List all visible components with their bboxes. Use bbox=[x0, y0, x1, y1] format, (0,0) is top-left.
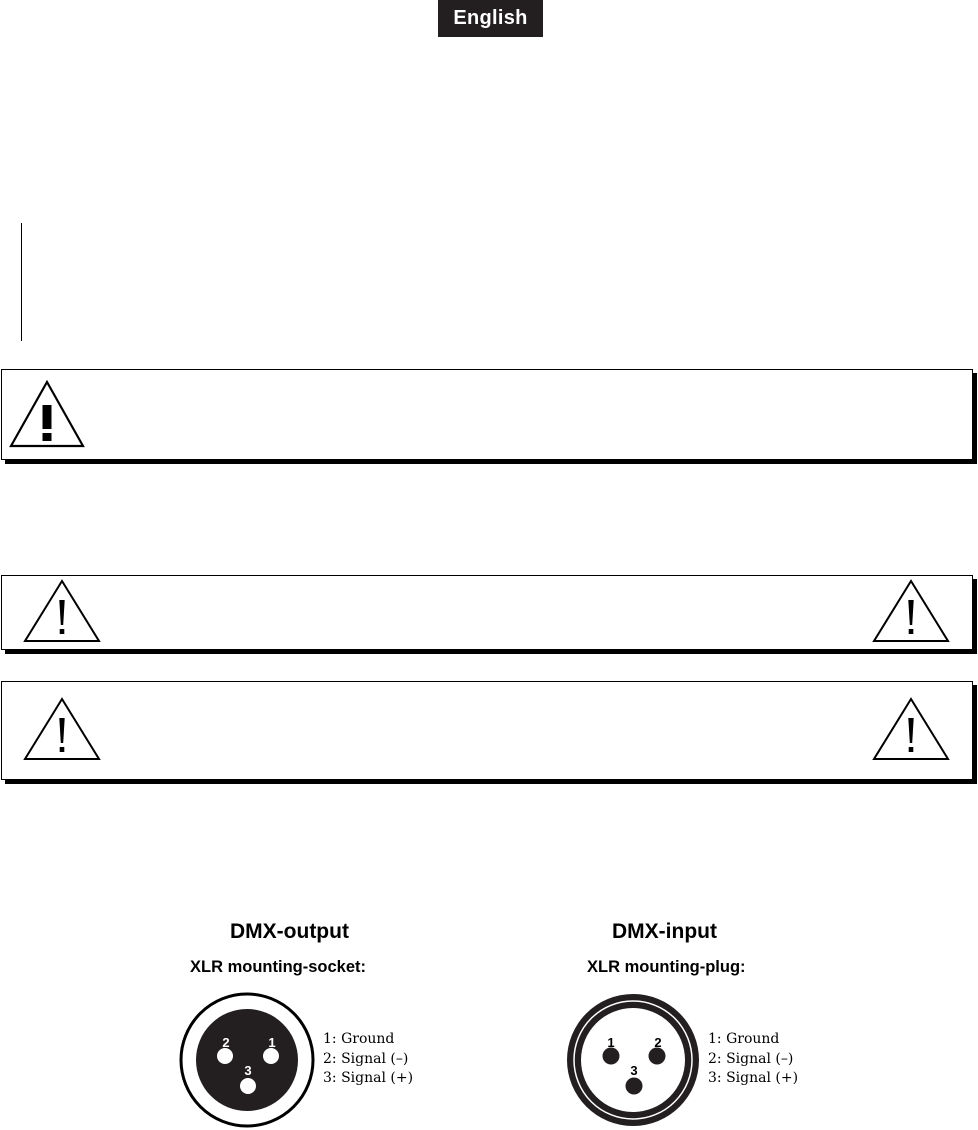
warning-triangle-icon bbox=[8, 379, 86, 449]
warning-triangle-icon bbox=[871, 696, 951, 762]
warning-triangle-icon bbox=[22, 696, 102, 762]
pin-label: 2 bbox=[222, 1035, 230, 1050]
dmx-input-title: DMX-input bbox=[612, 920, 717, 943]
pin-label: 3 bbox=[244, 1063, 252, 1078]
pin-2 bbox=[649, 1048, 666, 1065]
margin-change-bar bbox=[21, 223, 22, 341]
language-badge: English bbox=[438, 0, 543, 37]
pin-label: 2 bbox=[654, 1035, 662, 1050]
pin-1 bbox=[603, 1048, 620, 1065]
xlr-plug-diagram bbox=[563, 990, 703, 1130]
warning-box-2 bbox=[1, 575, 973, 650]
dmx-output-pin-list bbox=[323, 1030, 413, 1089]
warning-triangle-icon bbox=[22, 578, 102, 644]
pin-description: 2: Signal (–) bbox=[323, 1050, 409, 1067]
pin-description: 3: Signal (+) bbox=[323, 1070, 414, 1086]
pin-1-hole bbox=[263, 1048, 279, 1064]
pin-3-hole bbox=[240, 1078, 256, 1094]
pin-3 bbox=[626, 1078, 643, 1095]
pin-description: 2: Signal (–) bbox=[708, 1050, 794, 1067]
dmx-input-subtitle: XLR mounting-plug: bbox=[587, 958, 746, 976]
dmx-output-title: DMX-output bbox=[230, 920, 349, 943]
warning-triangle-icon bbox=[871, 578, 951, 644]
pin-description: 1: Ground bbox=[323, 1031, 395, 1047]
pin-label: 3 bbox=[630, 1063, 638, 1078]
pin-description: 3: Signal (+) bbox=[708, 1070, 799, 1086]
pin-label: 1 bbox=[268, 1035, 276, 1050]
dmx-output-subtitle: XLR mounting-socket: bbox=[190, 958, 366, 976]
pin-label: 1 bbox=[607, 1035, 615, 1050]
xlr-socket-diagram bbox=[177, 990, 317, 1130]
warning-box-3 bbox=[1, 681, 973, 780]
dmx-input-pin-list bbox=[708, 1030, 798, 1089]
pin-description: 1: Ground bbox=[708, 1031, 780, 1047]
pin-2-hole bbox=[217, 1048, 233, 1064]
warning-box-1 bbox=[1, 369, 973, 460]
